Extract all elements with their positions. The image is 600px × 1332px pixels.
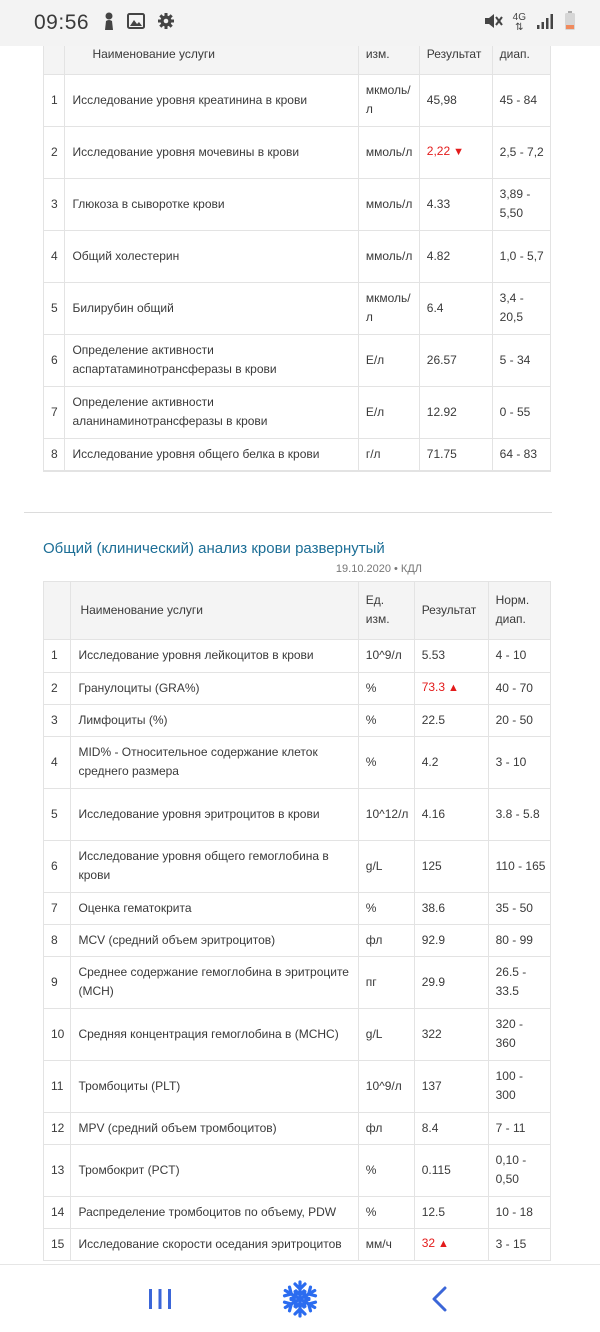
row-index: 7 — [44, 892, 71, 924]
row-service-name: MID% - Относительное содержание клеток среднего размера — [71, 736, 358, 788]
table-row — [44, 924, 550, 956]
back-chevron-icon — [431, 1286, 449, 1312]
row-service-name: MPV (средний объем тромбоцитов) — [71, 1112, 358, 1144]
row-service-name: Исследование уровня мочевины в крови — [65, 126, 358, 178]
row-index: 14 — [44, 1196, 71, 1228]
row-index: 5 — [44, 282, 65, 334]
result-value: 137 — [421, 1078, 442, 1093]
result-value: 2,22 — [426, 144, 451, 158]
row-index: 6 — [44, 840, 71, 892]
result-value: 29.9 — [421, 974, 446, 989]
row-range: 45 - 84 — [492, 74, 550, 126]
row-index: 4 — [44, 230, 65, 282]
row-range: 10 - 18 — [488, 1196, 550, 1228]
app-snowflake-button[interactable] — [270, 1274, 330, 1324]
row-range: 3 - 15 — [488, 1228, 550, 1260]
row-index: 1 — [44, 74, 65, 126]
table-row — [44, 788, 550, 840]
row-result — [419, 178, 492, 230]
col-range-header: Норм. диап. — [488, 582, 550, 639]
row-unit: мм/ч — [358, 1228, 414, 1260]
recent-apps-button[interactable] — [130, 1274, 190, 1324]
gear-icon — [157, 12, 175, 35]
row-index: 4 — [44, 736, 71, 788]
row-range: 3,89 - 5,50 — [492, 178, 550, 230]
row-result — [414, 704, 488, 736]
row-unit: г/л — [358, 438, 419, 470]
row-result — [419, 126, 492, 178]
row-service-name: Тромбокрит (PCT) — [71, 1144, 358, 1196]
mute-icon — [483, 12, 503, 35]
battery-icon — [564, 11, 576, 36]
col-result-header: Результат — [414, 582, 488, 639]
row-result — [414, 736, 488, 788]
row-range: 320 - 360 — [488, 1008, 550, 1060]
row-index: 2 — [44, 126, 65, 178]
col-unit-header: изм. — [358, 30, 419, 74]
navigation-bar — [0, 1264, 600, 1332]
result-value: 73.3 — [421, 680, 446, 694]
row-unit: % — [358, 704, 414, 736]
row-unit: % — [358, 892, 414, 924]
row-range: 64 - 83 — [492, 438, 550, 470]
table-row — [44, 672, 550, 704]
row-service-name: Исследование скорости оседания эритроцитов — [71, 1228, 358, 1260]
row-unit: фл — [358, 924, 414, 956]
result-value: 22.5 — [421, 712, 446, 727]
result-value: 4.2 — [421, 754, 439, 769]
row-index: 8 — [44, 924, 71, 956]
result-value: 125 — [421, 858, 442, 873]
row-result — [419, 230, 492, 282]
row-result — [414, 892, 488, 924]
result-value: 12.5 — [421, 1204, 446, 1219]
row-service-name: Исследование уровня лейкоцитов в крови — [71, 639, 358, 672]
snowflake-icon — [280, 1279, 320, 1319]
row-service-name: Распределение тромбоцитов по объему, PDW — [71, 1196, 358, 1228]
status-time: 09:56 — [34, 11, 90, 34]
blood-analysis-table — [43, 581, 551, 1261]
row-index: 8 — [44, 438, 65, 470]
table-row — [44, 892, 550, 924]
row-unit: % — [358, 1144, 414, 1196]
row-unit: мкмоль/л — [358, 74, 419, 126]
table-row — [44, 74, 550, 126]
section-title: Общий (клинический) анализ крови развернутый — [43, 540, 385, 557]
col-range-header: диап. — [492, 30, 550, 74]
table-row — [44, 1196, 550, 1228]
result-value: 4.33 — [426, 196, 451, 211]
row-unit: фл — [358, 1112, 414, 1144]
row-range: 1,0 - 5,7 — [492, 230, 550, 282]
row-index: 3 — [44, 178, 65, 230]
row-unit: 10^9/л — [358, 1060, 414, 1112]
row-unit: пг — [358, 956, 414, 1008]
row-service-name: Среднее содержание гемоглобина в эритроците (MCH) — [71, 956, 358, 1008]
table-row — [44, 334, 550, 386]
result-value: 38.6 — [421, 900, 446, 915]
row-index: 5 — [44, 788, 71, 840]
row-unit: % — [358, 1196, 414, 1228]
gallery-icon — [127, 13, 145, 34]
row-index: 11 — [44, 1060, 71, 1112]
table-row — [44, 230, 550, 282]
row-result — [419, 282, 492, 334]
row-result — [419, 74, 492, 126]
row-index: 1 — [44, 639, 71, 672]
row-service-name: Исследование уровня общего белка в крови — [65, 438, 358, 470]
result-value: 45,98 — [426, 92, 457, 107]
table-row — [44, 956, 550, 1008]
row-unit: Е/л — [358, 386, 419, 438]
row-service-name: Билирубин общий — [65, 282, 358, 334]
row-result — [414, 1144, 488, 1196]
row-service-name: Глюкоза в сыворотке крови — [65, 178, 358, 230]
row-result — [414, 924, 488, 956]
row-range: 100 - 300 — [488, 1060, 550, 1112]
row-unit: 10^9/л — [358, 639, 414, 672]
table-row — [44, 840, 550, 892]
result-value: 12.92 — [426, 404, 457, 419]
row-result — [414, 1196, 488, 1228]
row-range: 3 - 10 — [488, 736, 550, 788]
row-service-name: Тромбоциты (PLT) — [71, 1060, 358, 1112]
row-range: 26.5 - 33.5 — [488, 956, 550, 1008]
table-row — [44, 1228, 550, 1260]
row-range: 4 - 10 — [488, 639, 550, 672]
row-index: 7 — [44, 386, 65, 438]
row-range: 80 - 99 — [488, 924, 550, 956]
row-range: 0,10 - 0,50 — [488, 1144, 550, 1196]
person-icon — [103, 12, 115, 35]
result-value: 322 — [421, 1026, 442, 1041]
row-service-name: Гранулоциты (GRA%) — [71, 672, 358, 704]
row-unit: g/L — [358, 840, 414, 892]
row-range: 3.8 - 5.8 — [488, 788, 550, 840]
row-result — [414, 840, 488, 892]
row-range: 110 - 165 — [488, 840, 550, 892]
row-index: 10 — [44, 1008, 71, 1060]
row-service-name: MCV (средний объем эритроцитов) — [71, 924, 358, 956]
signal-icon — [536, 12, 554, 35]
row-range: 35 - 50 — [488, 892, 550, 924]
row-result — [414, 1008, 488, 1060]
row-service-name: Исследование уровня общего гемоглобина в крови — [71, 840, 358, 892]
row-range: 20 - 50 — [488, 704, 550, 736]
row-result — [414, 639, 488, 672]
row-service-name: Исследование уровня эритроцитов в крови — [71, 788, 358, 840]
row-service-name: Средняя концентрация гемоглобина в (MCHC) — [71, 1008, 358, 1060]
row-result — [414, 1060, 488, 1112]
row-result — [414, 1112, 488, 1144]
table-row — [44, 1060, 550, 1112]
row-service-name: Лимфоциты (%) — [71, 704, 358, 736]
row-unit: Е/л — [358, 334, 419, 386]
table-row — [44, 736, 550, 788]
table-row — [44, 1008, 550, 1060]
row-result — [414, 956, 488, 1008]
row-unit: % — [358, 672, 414, 704]
row-unit: ммоль/л — [358, 178, 419, 230]
table-row — [44, 1144, 550, 1196]
table-header — [44, 582, 550, 639]
row-result — [414, 1228, 488, 1260]
table-row — [44, 386, 550, 438]
row-result — [414, 788, 488, 840]
row-service-name: Общий холестерин — [65, 230, 358, 282]
col-result-header: Результат — [419, 30, 492, 74]
row-unit: 10^12/л — [358, 788, 414, 840]
row-index: 9 — [44, 956, 71, 1008]
row-index: 12 — [44, 1112, 71, 1144]
table-row — [44, 282, 550, 334]
result-value: 92.9 — [421, 932, 446, 947]
row-range: 2,5 - 7,2 — [492, 126, 550, 178]
row-index: 3 — [44, 704, 71, 736]
row-unit: % — [358, 736, 414, 788]
result-value: 5.53 — [421, 648, 446, 662]
result-value: 8.4 — [421, 1120, 439, 1135]
row-range: 3,4 - 20,5 — [492, 282, 550, 334]
row-range: 0 - 55 — [492, 386, 550, 438]
table-row — [44, 704, 550, 736]
row-unit: g/L — [358, 1008, 414, 1060]
row-result — [419, 386, 492, 438]
result-value: 4.82 — [426, 248, 451, 263]
result-value: 0.115 — [421, 1162, 451, 1177]
arrow-down-icon: ▼ — [453, 146, 465, 158]
network-type: 4G ⇅ — [512, 12, 526, 33]
table-row — [44, 438, 550, 470]
arrow-up-icon: ▲ — [448, 682, 459, 694]
result-value: 4.16 — [421, 806, 446, 821]
section-date-lab: 19.10.2020 • КДЛ — [335, 563, 422, 575]
row-service-name: Оценка гематокрита — [71, 892, 358, 924]
row-unit: мкмоль/л — [358, 282, 419, 334]
row-service-name: Исследование уровня креатинина в крови — [65, 74, 358, 126]
result-value: 71.75 — [426, 446, 457, 461]
row-unit: ммоль/л — [358, 126, 419, 178]
row-service-name: Определение активности аспартатаминотрансферазы в крови — [65, 334, 358, 386]
result-value: 26.57 — [426, 352, 457, 367]
row-unit: ммоль/л — [358, 230, 419, 282]
row-service-name: Определение активности аланинаминотрансферазы в крови — [65, 386, 358, 438]
row-range: 40 - 70 — [488, 672, 550, 704]
col-unit-header: Ед. изм. — [358, 582, 414, 639]
recent-apps-icon — [147, 1288, 173, 1310]
table-row — [44, 639, 550, 672]
row-index: 6 — [44, 334, 65, 386]
row-result — [419, 334, 492, 386]
back-button[interactable] — [410, 1274, 470, 1324]
table-row — [44, 178, 550, 230]
result-value: 32 — [421, 1236, 436, 1250]
col-name-header: Наименование услуги — [65, 30, 358, 74]
section-divider — [24, 512, 552, 513]
status-bar — [0, 0, 600, 46]
biochemistry-table — [43, 30, 551, 472]
row-range: 7 - 11 — [488, 1112, 550, 1144]
status-right — [483, 11, 576, 36]
row-range: 5 - 34 — [492, 334, 550, 386]
col-name-header: Наименование услуги — [71, 582, 358, 639]
row-index: 15 — [44, 1228, 71, 1260]
row-result — [419, 438, 492, 470]
arrow-up-icon: ▲ — [438, 1238, 449, 1250]
result-value: 6.4 — [426, 300, 444, 315]
table-row — [44, 1112, 550, 1144]
row-result — [414, 672, 488, 704]
row-index: 13 — [44, 1144, 71, 1196]
table-row — [44, 126, 550, 178]
row-index: 2 — [44, 672, 71, 704]
col-index-header — [44, 582, 71, 639]
